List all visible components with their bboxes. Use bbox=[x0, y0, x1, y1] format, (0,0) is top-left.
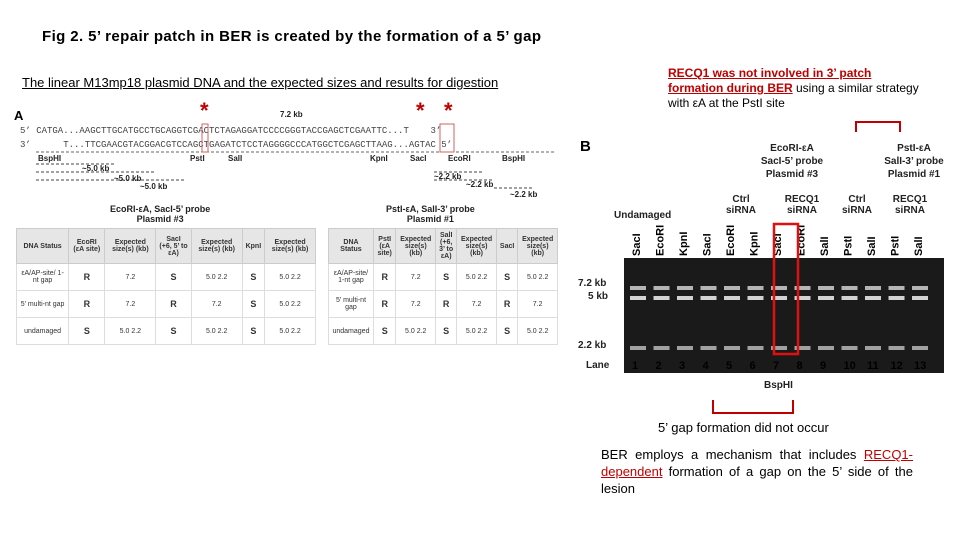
cell: S bbox=[156, 264, 192, 291]
gel-band bbox=[748, 296, 764, 300]
gel-band bbox=[889, 286, 905, 290]
cell: S bbox=[242, 264, 265, 291]
table-row bbox=[17, 318, 316, 345]
lane-number: 10 bbox=[843, 360, 856, 372]
gel-band bbox=[724, 346, 740, 350]
site-bsphi-1: BspHI bbox=[38, 154, 62, 163]
cell: 5.0 2.2 bbox=[191, 318, 242, 345]
cell: R bbox=[496, 291, 517, 318]
cell: 7.2 bbox=[105, 291, 156, 318]
gel-band bbox=[654, 296, 670, 300]
panel-a-label: A bbox=[14, 108, 24, 123]
bracket-bottom bbox=[712, 400, 794, 414]
ber-note-highlight: RECQ1-dependent bbox=[601, 447, 913, 479]
cell: εA/AP-site/ 1-nt gap bbox=[329, 264, 374, 291]
size-label-1: ~5.0 kb bbox=[82, 164, 110, 173]
recq1-note-highlight: RECQ1 was not involved in 3’ patch formation during BER bbox=[668, 66, 872, 95]
cell: 7.2 bbox=[396, 264, 436, 291]
enzyme-label: SacI bbox=[631, 233, 643, 256]
sequence-top-strand: 5’ CATGA...AAGCTTGCATGCCTGCAGGTCGACTCTAGAGGATCCCCGGGTACCGAGCTCGAATTC...T 3’ bbox=[20, 126, 442, 136]
subtitle: The linear M13mp18 plasmid DNA and the expected sizes and results for digestion bbox=[22, 75, 499, 90]
restriction-map bbox=[14, 104, 574, 204]
figure-title: Fig 2. 5’ repair patch in BER is created by the formation of a 5’ gap bbox=[42, 28, 542, 45]
cell: 5.0 2.2 bbox=[457, 264, 497, 291]
table-row bbox=[329, 291, 558, 318]
cell: S bbox=[69, 318, 105, 345]
cell: undamaged bbox=[17, 318, 69, 345]
cell: S bbox=[156, 318, 192, 345]
site-kpni: KpnI bbox=[370, 154, 388, 163]
cell: S bbox=[436, 318, 457, 345]
right-table bbox=[328, 228, 558, 345]
cell: 7.2 bbox=[457, 291, 497, 318]
rt-h1: PstI (εA site) bbox=[373, 229, 395, 264]
sequence-bottom-strand: 3’ T...TTCGAACGTACGGACGTCCAGCTGAGATCTCCTAGGGGCCCATGGCTCGAGCTTAAG...AGTAC 5’ bbox=[20, 140, 453, 150]
enzyme-label: SacI bbox=[701, 233, 714, 256]
gel-band bbox=[818, 296, 834, 300]
bsphi-label: BspHI bbox=[764, 380, 793, 391]
cell: 5.0 2.2 bbox=[265, 291, 316, 318]
cell: R bbox=[69, 291, 105, 318]
sub-recq1-1: RECQ1 siRNA bbox=[784, 194, 820, 216]
gel-band bbox=[865, 286, 881, 290]
lane-number: 11 bbox=[867, 360, 879, 372]
enzyme-label: SalI bbox=[913, 236, 925, 256]
left-table-header bbox=[17, 229, 316, 264]
cell: S bbox=[496, 264, 517, 291]
cell: 5’ multi-nt gap bbox=[329, 291, 374, 318]
enzyme-label: KpnI bbox=[748, 231, 761, 256]
rt-h2: Expected size(s) (kb) bbox=[396, 229, 436, 264]
size-label-6: ~2.2 kb bbox=[510, 190, 538, 199]
lane-number: 8 bbox=[796, 360, 803, 372]
lane-number: 13 bbox=[914, 360, 927, 372]
lane-number: 12 bbox=[890, 360, 903, 372]
group-psti: PstI-εA SalI-3’ probe Plasmid #1 bbox=[884, 143, 944, 180]
cell: R bbox=[373, 264, 395, 291]
cell: R bbox=[156, 291, 192, 318]
lane-number: 7 bbox=[773, 360, 780, 372]
lt-h2: Expected size(s) (kb) bbox=[105, 229, 156, 264]
cell: S bbox=[242, 318, 265, 345]
lane-number: 5 bbox=[726, 360, 733, 372]
rt-h3: SalI (+6, 3’ to εA) bbox=[436, 229, 457, 264]
enzyme-label: KpnI bbox=[678, 231, 690, 256]
cell: 5.0 2.2 bbox=[265, 264, 316, 291]
marker-2-2kb: 2.2 kb bbox=[578, 340, 607, 351]
cell: 5.0 2.2 bbox=[191, 264, 242, 291]
left-table-title: EcoRI-εA, SacI-5’ probe Plasmid #3 bbox=[110, 204, 211, 224]
gel-band bbox=[865, 346, 881, 350]
right-table-header bbox=[329, 229, 558, 264]
size-label-3: ~5.0 kb bbox=[140, 182, 168, 191]
enzyme-label: EcoRI bbox=[795, 224, 808, 256]
cell: 7.2 bbox=[518, 291, 558, 318]
gel-band bbox=[630, 346, 646, 350]
cell: 5.0 2.2 bbox=[396, 318, 436, 345]
cell: 7.2 bbox=[396, 291, 436, 318]
gel-band bbox=[677, 296, 693, 300]
group-ecori: EcoRI-εA SacI-5’ probe Plasmid #3 bbox=[760, 143, 824, 180]
lane-number: 4 bbox=[702, 360, 709, 372]
cell: 7.2 bbox=[105, 264, 156, 291]
gel-band bbox=[889, 346, 905, 350]
enzyme-label: SalI bbox=[819, 236, 831, 256]
cell: 5.0 2.2 bbox=[265, 318, 316, 345]
rt-h6: Expected size(s) (kb) bbox=[518, 229, 558, 264]
lane-number: 6 bbox=[749, 360, 756, 372]
gel-band bbox=[630, 286, 646, 290]
gel-band bbox=[748, 346, 764, 350]
cell: S bbox=[496, 318, 517, 345]
site-ecori: EcoRI bbox=[448, 154, 471, 163]
panel-b bbox=[578, 118, 948, 398]
gel-band bbox=[748, 286, 764, 290]
enzyme-labels bbox=[631, 225, 925, 256]
lane-number: 2 bbox=[655, 360, 662, 372]
enzyme-label: PstI bbox=[889, 235, 902, 256]
site-sali: SalI bbox=[228, 154, 243, 163]
cell: εA/AP-site/ 1-nt gap bbox=[17, 264, 69, 291]
enzyme-label: PstI bbox=[842, 235, 855, 256]
lt-h0: DNA Status bbox=[17, 229, 69, 264]
cell: R bbox=[373, 291, 395, 318]
lt-h3: SacI (+6, 5’ to εA) bbox=[156, 229, 192, 264]
cell: 5.0 2.2 bbox=[518, 318, 558, 345]
table-row bbox=[17, 264, 316, 291]
cell: 5.0 2.2 bbox=[105, 318, 156, 345]
ber-note-pre: BER employs a mechanism that includes bbox=[601, 447, 864, 462]
gel-band bbox=[842, 296, 858, 300]
lt-h6: Expected size(s) (kb) bbox=[265, 229, 316, 264]
gel-band bbox=[677, 286, 693, 290]
gel-band bbox=[912, 296, 928, 300]
gel-band bbox=[654, 346, 670, 350]
enzyme-label: SalI bbox=[866, 236, 878, 256]
lt-h1: EcoRI (εA site) bbox=[69, 229, 105, 264]
gel-band bbox=[912, 346, 928, 350]
gel-band bbox=[865, 296, 881, 300]
site-psti: PstI bbox=[190, 154, 205, 163]
gap-note: 5’ gap formation did not occur bbox=[658, 420, 829, 435]
lane-label: Lane bbox=[586, 360, 610, 371]
gel-band bbox=[701, 296, 717, 300]
site-saci: SacI bbox=[410, 154, 427, 163]
table-row bbox=[329, 264, 558, 291]
lane-number: 3 bbox=[679, 360, 686, 372]
sub-ctrl-2: Ctrl siRNA bbox=[842, 194, 873, 216]
gel-band bbox=[724, 296, 740, 300]
cell: 7.2 bbox=[191, 291, 242, 318]
site-bsphi-2: BspHI bbox=[502, 154, 526, 163]
lt-h4: Expected size(s) (kb) bbox=[191, 229, 242, 264]
sub-ctrl-1: Ctrl siRNA bbox=[726, 194, 757, 216]
cell: 5.0 2.2 bbox=[457, 318, 497, 345]
gel-image bbox=[578, 118, 948, 398]
enzyme-label: EcoRI bbox=[725, 224, 737, 256]
table-row bbox=[17, 291, 316, 318]
right-table-title: PstI-εA, SalI-3’ probe Plasmid #1 bbox=[386, 204, 475, 224]
gel-band bbox=[818, 286, 834, 290]
ber-note-post: formation of a gap on the 5’ side of the lesion bbox=[601, 464, 913, 496]
gel-band bbox=[630, 296, 646, 300]
marker-7-2kb: 7.2 kb bbox=[578, 278, 607, 289]
gel-band bbox=[842, 346, 858, 350]
gel-band bbox=[889, 296, 905, 300]
cell: S bbox=[436, 264, 457, 291]
sub-recq1-2: RECQ1 siRNA bbox=[892, 194, 928, 216]
ber-note bbox=[601, 446, 913, 497]
rt-h0: DNA Status bbox=[329, 229, 374, 264]
gel-band bbox=[701, 286, 717, 290]
size-label-5: ~2.2 kb bbox=[466, 180, 494, 189]
gel-band bbox=[701, 346, 717, 350]
enzyme-label: EcoRI bbox=[654, 224, 667, 256]
cell: S bbox=[242, 291, 265, 318]
panel-b-label: B bbox=[580, 138, 591, 155]
enzyme-label: SacI bbox=[772, 233, 784, 256]
lt-h5: KpnI bbox=[242, 229, 265, 264]
cell: R bbox=[436, 291, 457, 318]
gel-band bbox=[724, 286, 740, 290]
rt-h5: SacI bbox=[496, 229, 517, 264]
size-label-4: ~2.2 kb bbox=[434, 172, 462, 181]
table-row bbox=[329, 318, 558, 345]
asterisk-2: * bbox=[416, 98, 425, 123]
lane-number: 9 bbox=[820, 360, 827, 372]
rt-h4: Expected size(s) (kb) bbox=[457, 229, 497, 264]
asterisk-1: * bbox=[200, 98, 209, 123]
gel-band bbox=[912, 286, 928, 290]
cell: undamaged bbox=[329, 318, 374, 345]
gel-band bbox=[654, 286, 670, 290]
size-7-2-kb: 7.2 kb bbox=[280, 110, 303, 119]
marker-5kb: 5 kb bbox=[588, 291, 609, 302]
gel-band bbox=[842, 286, 858, 290]
left-table bbox=[16, 228, 316, 345]
recq1-note-rest: using a similar strategy with εA at the PstI site bbox=[668, 81, 919, 110]
cell: S bbox=[373, 318, 395, 345]
cell: 5.0 2.2 bbox=[518, 264, 558, 291]
gel-band bbox=[818, 346, 834, 350]
cell: R bbox=[69, 264, 105, 291]
lane-number: 1 bbox=[632, 360, 639, 372]
group-undamaged: Undamaged bbox=[614, 210, 672, 221]
asterisk-3: * bbox=[444, 98, 453, 123]
recq1-note bbox=[668, 66, 928, 111]
size-label-2: ~5.0 kb bbox=[114, 174, 142, 183]
cell: 5’ multi-nt gap bbox=[17, 291, 69, 318]
gel-band bbox=[677, 346, 693, 350]
